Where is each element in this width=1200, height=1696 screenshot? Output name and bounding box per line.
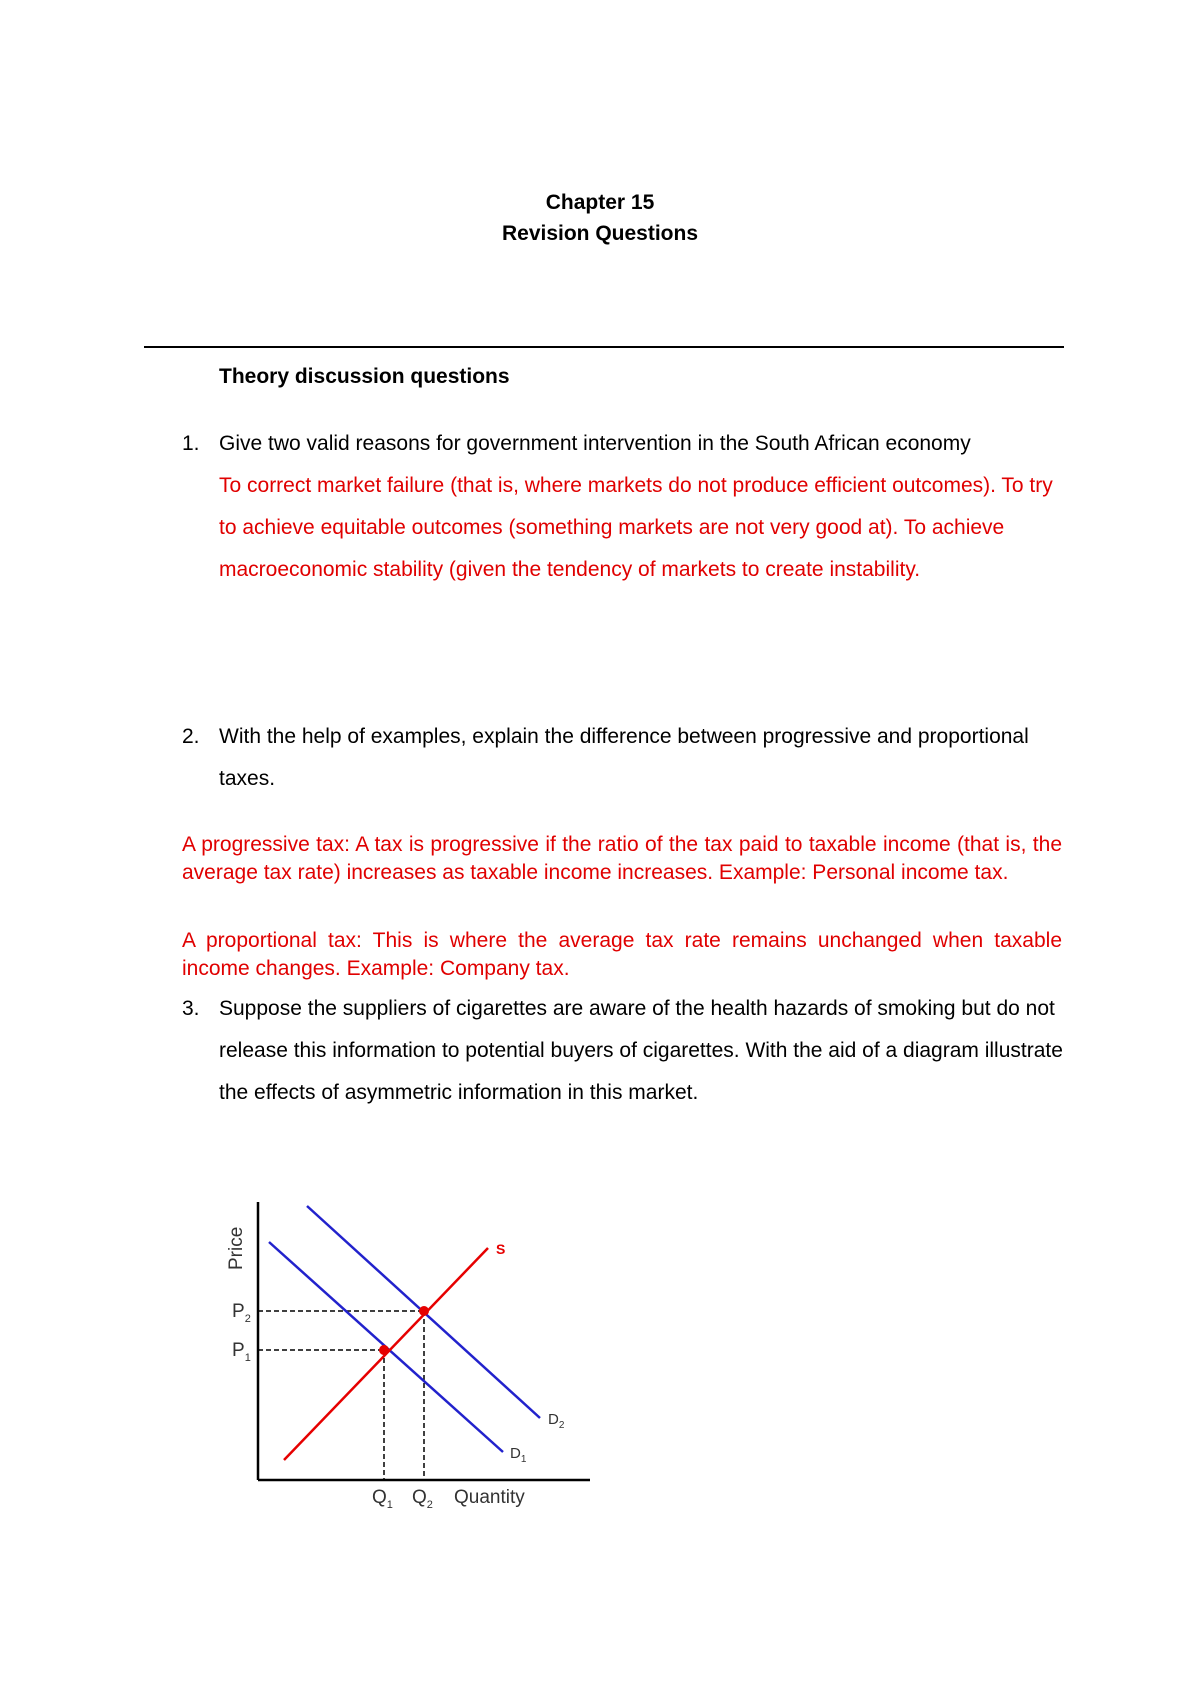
question-number-3: 3. <box>182 997 200 1020</box>
demand-label-d1: $D_1$ <box>510 1445 527 1465</box>
supply-label: S <box>496 1241 506 1257</box>
question-2 <box>219 716 1069 800</box>
question-3-text: Suppose the suppliers of cigarettes are aware of the health hazards of smoking but do not release this information to potential buyers of cigarettes. With the aid of a diagram illustrate the effects of asymmetric information in this market. <box>219 997 1063 1104</box>
demand-label-d2: $D_2$ <box>548 1411 565 1431</box>
quantity-label-q1: $Q_1$ <box>372 1487 393 1511</box>
chapter-title: Chapter 15 <box>545 191 655 214</box>
quantity-label-q2: $Q_2$ <box>412 1487 433 1511</box>
answer-2-progressive: A progressive tax: A tax is progressive if the ratio of the tax paid to taxable income (that is, the average tax rate) increases as taxable income increases. Example: Personal income tax. <box>182 833 1062 884</box>
question-number-1: 1. <box>182 432 200 455</box>
section-heading: Theory discussion questions <box>219 365 510 388</box>
x-axis-label: Quantity <box>454 1487 525 1508</box>
y-axis-label: Price <box>226 1226 247 1270</box>
document-subtitle: Revision Questions <box>501 222 699 245</box>
answer-1: To correct market failure (that is, where markets do not produce efficient outcomes). To try to achieve equitable outcomes (something markets are not very good at). To achieve macroeconomic stability (given the tendency of markets to create instability. <box>219 474 1053 581</box>
answer-2-proportional: A proportional tax: This is where the average tax rate remains unchanged when taxable income changes. Example: Company tax. <box>182 929 1062 980</box>
question-1-text: Give two valid reasons for government intervention in the South African economy <box>219 432 971 455</box>
equilibrium-point-2 <box>419 1306 429 1316</box>
price-label-p2: $P_2$ <box>232 1301 251 1325</box>
question-1 <box>219 423 1069 591</box>
question-2-text: With the help of examples, explain the difference between progressive and proportional taxes. <box>219 725 1029 790</box>
supply-demand-diagram <box>220 1190 600 1520</box>
horizontal-rule <box>144 346 1064 348</box>
equilibrium-point-1 <box>379 1345 389 1355</box>
question-number-2: 2. <box>182 725 200 748</box>
price-label-p1: $P_1$ <box>232 1340 251 1364</box>
question-3 <box>219 988 1069 1114</box>
